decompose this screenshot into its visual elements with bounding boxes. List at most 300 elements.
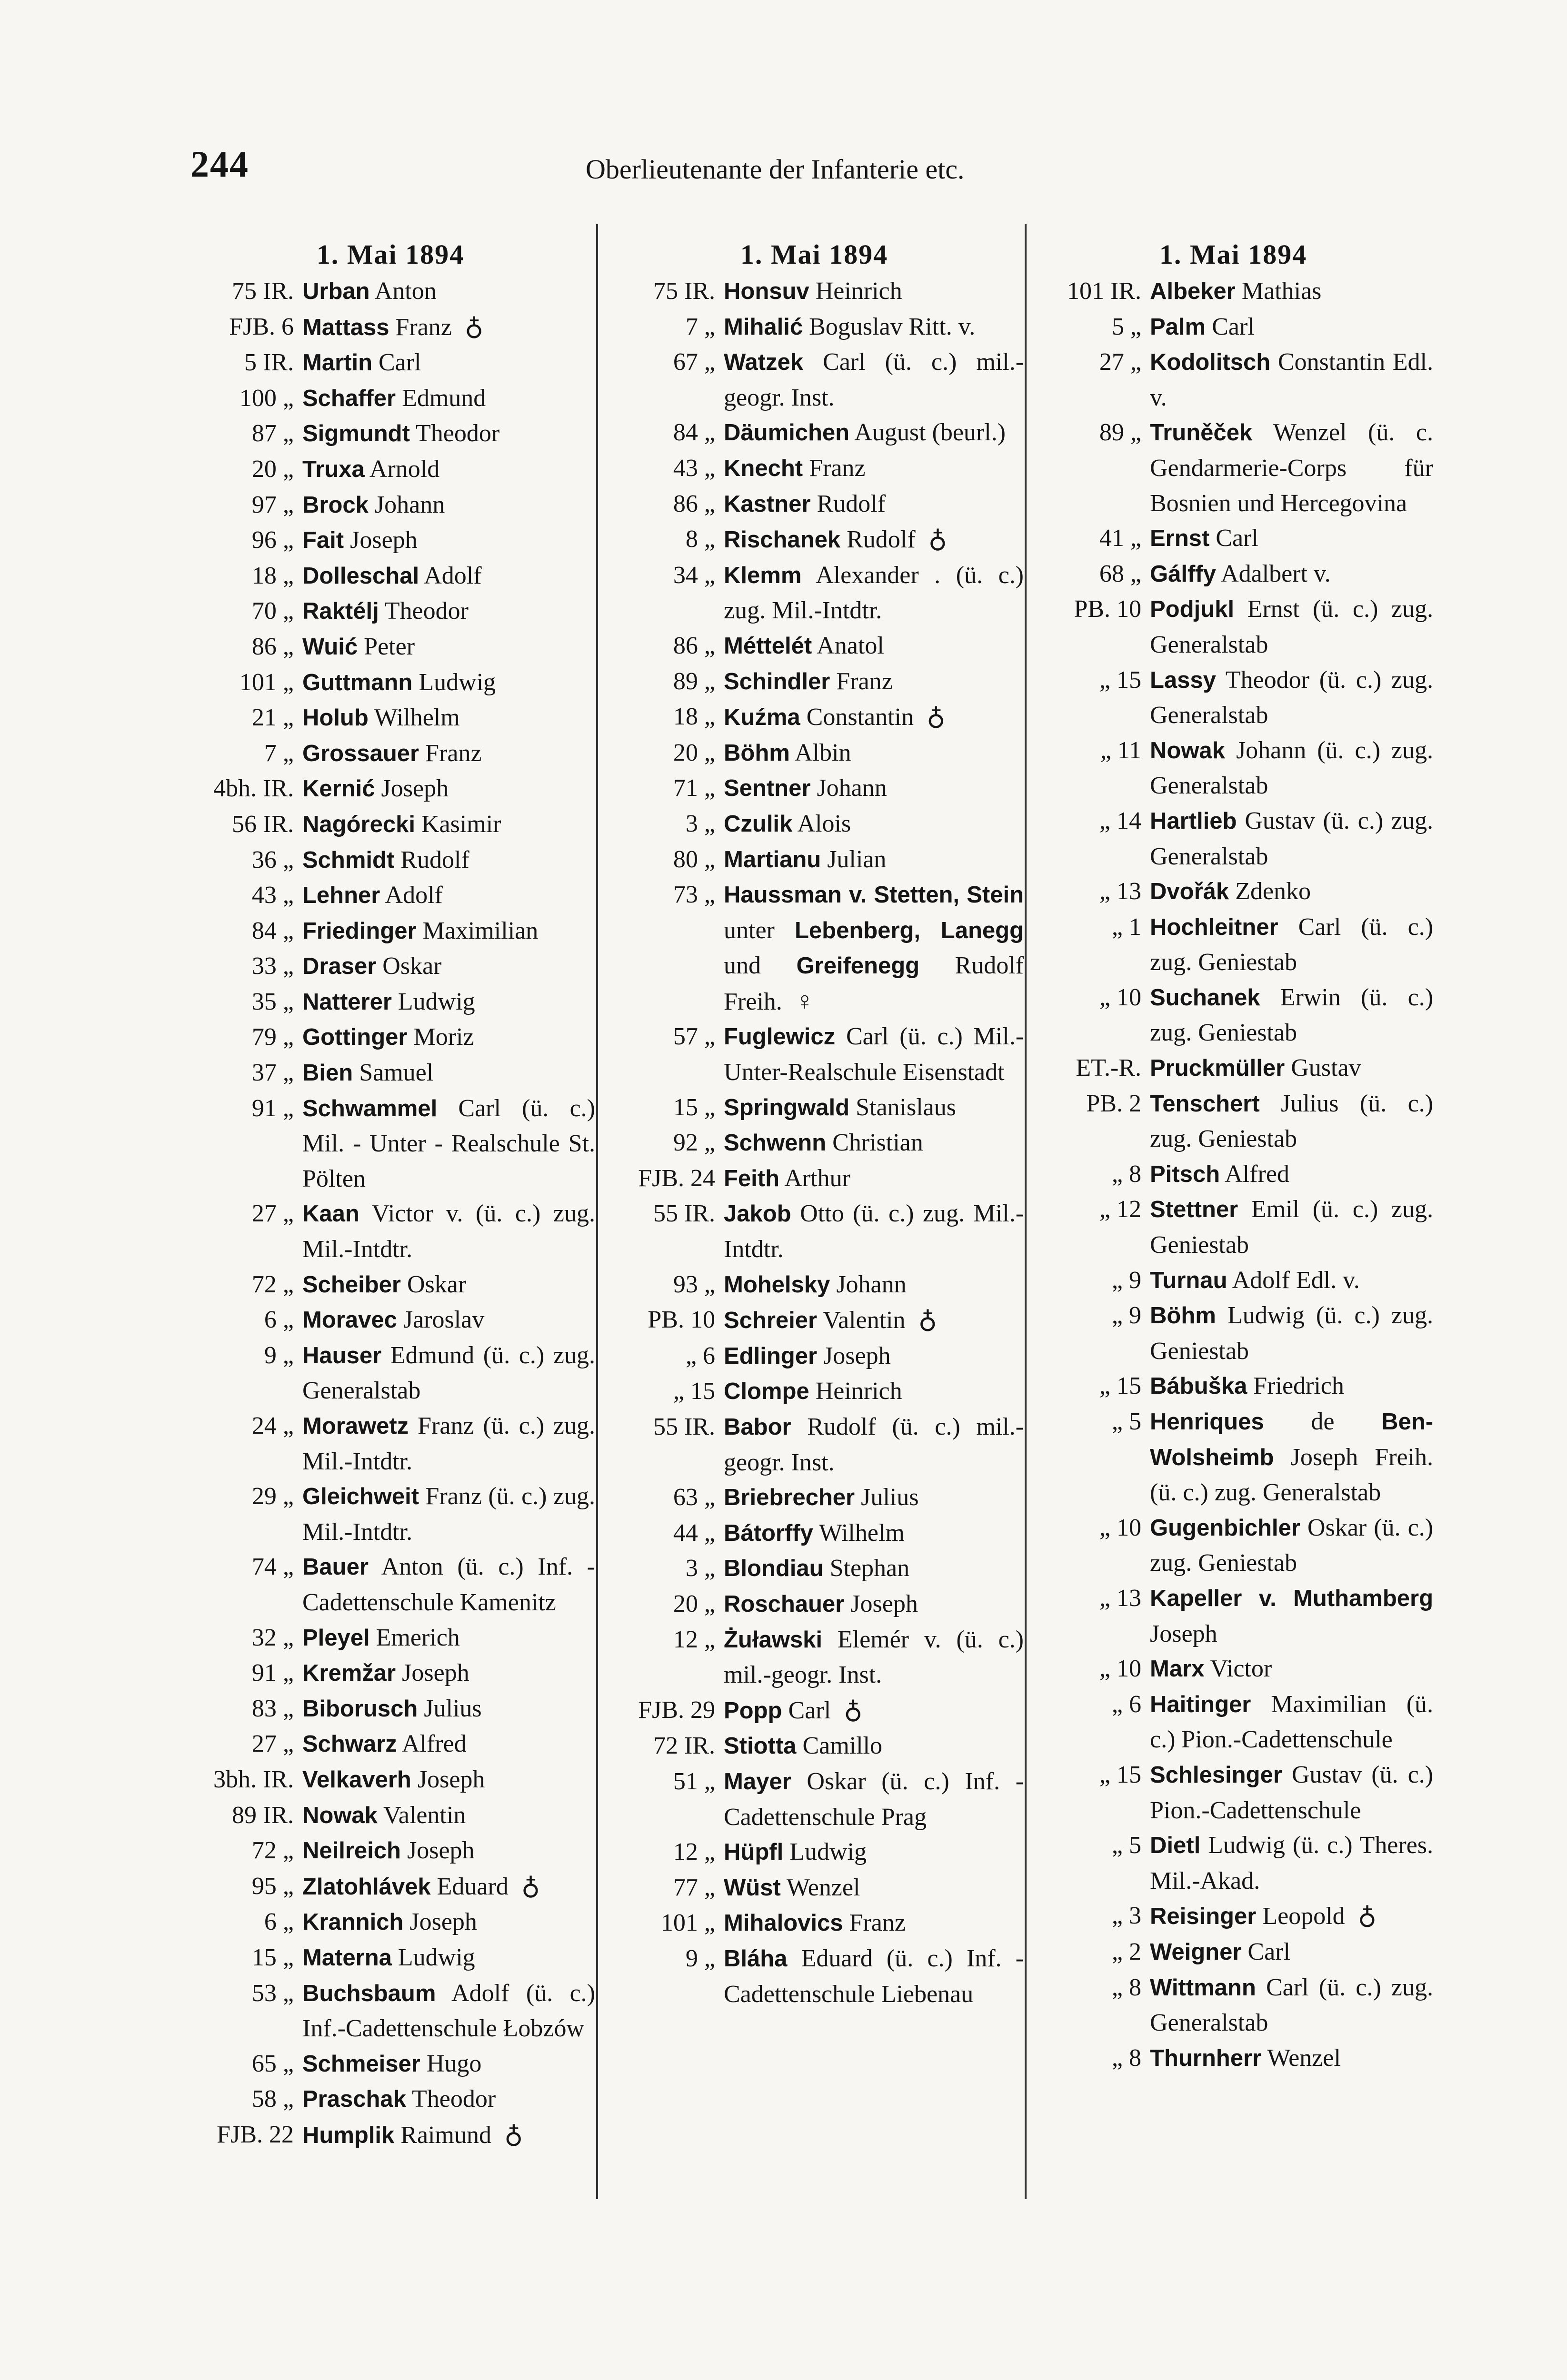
officer-surname: Nagórecki — [302, 811, 415, 837]
list-entry — [1033, 521, 1433, 556]
officer-surname: Sigmundt — [302, 421, 410, 447]
list-entry — [605, 1941, 1024, 2012]
list-entry — [186, 665, 595, 701]
entry-text — [724, 1374, 1024, 1409]
unit-reference: PB. 2 — [1086, 1090, 1141, 1117]
officer-details: Gustav (ü. c.) zug. Generalstab — [1150, 807, 1434, 870]
officer-surname: Clompe — [724, 1378, 809, 1405]
entry-text — [724, 664, 1024, 700]
entry-text — [302, 1196, 595, 1267]
officer-details: Carl (ü. c.) zug. Geniestab — [1150, 913, 1433, 976]
entry-text — [724, 771, 1024, 806]
list-entry — [605, 877, 1024, 1019]
unit-reference: 84 „ — [673, 419, 715, 446]
officer-surname: Haussman v. Stetten, Stein — [724, 882, 1024, 908]
officer-surname: Krannich — [302, 1909, 404, 1935]
officer-surname: Ben-Wolsheimb — [1150, 1409, 1434, 1470]
status-symbol-icon: ♁ — [521, 1871, 540, 1900]
entry-text — [724, 1728, 1024, 1764]
officer-details: Arnold — [369, 455, 440, 483]
list-entry — [1033, 556, 1433, 592]
entry-text — [724, 345, 1024, 415]
entry-text — [302, 1549, 595, 1620]
entry-text — [302, 1976, 595, 2046]
officer-surname: Bien — [302, 1060, 353, 1086]
entry-text — [302, 1904, 595, 1940]
unit-reference: 67 „ — [673, 348, 715, 376]
entry-text — [302, 558, 595, 594]
unit-reference: 34 „ — [673, 561, 715, 589]
status-symbol-icon: ♁ — [928, 525, 948, 554]
officer-details: Carl — [1216, 525, 1258, 552]
entry-text — [302, 1762, 595, 1798]
officer-details: Constantin — [806, 704, 914, 731]
entry-text — [302, 487, 595, 523]
officer-surname: Blondiau — [724, 1556, 824, 1582]
officer-details: Heinrich — [815, 278, 902, 305]
list-entry — [605, 1339, 1024, 1374]
unit-reference: 63 „ — [673, 1484, 715, 1511]
entry-text — [724, 1090, 1024, 1126]
list-entry — [1033, 1687, 1433, 1757]
officer-details: Wenzel — [1267, 2044, 1341, 2072]
officer-surname: Stiotta — [724, 1733, 797, 1759]
officer-details: Anton (ü. c.) Inf. - Cadettenschule Kamenitz — [302, 1553, 595, 1616]
unit-reference: 15 „ — [251, 1944, 294, 1971]
officer-details: de — [1311, 1408, 1335, 1435]
officer-details: Christian — [832, 1129, 923, 1157]
officer-surname: Natterer — [302, 989, 392, 1015]
officer-details: Adolf (ü. c.) Inf.-Cadettenschule Łobzów — [302, 1979, 596, 2043]
officer-details: Gustav (ü. c.) Pion.-Cadettenschule — [1150, 1761, 1433, 1824]
unit-reference: „ 8 — [1111, 2044, 1141, 2072]
officer-surname: Pitsch — [1150, 1161, 1220, 1187]
unit-reference: 27 „ — [251, 1730, 294, 1758]
page-number: 244 — [190, 143, 249, 185]
officer-surname: Hauser — [302, 1342, 382, 1368]
unit-reference: 35 „ — [251, 988, 294, 1015]
unit-reference: 73 „ — [673, 881, 715, 909]
officer-surname: Morawetz — [302, 1413, 409, 1439]
unit-reference: 75 IR. — [653, 278, 715, 305]
list-entry — [605, 1587, 1024, 1622]
entry-text — [302, 452, 595, 487]
unit-reference: „ 5 — [1111, 1832, 1141, 1859]
list-entry — [186, 1620, 595, 1656]
officer-surname: Klemm — [724, 562, 802, 588]
status-symbol-icon: ♁ — [844, 1695, 863, 1724]
unit-reference: PB. 10 — [648, 1306, 715, 1334]
officer-surname: Méttelét — [724, 633, 812, 659]
entry-text — [302, 736, 595, 772]
list-entry — [605, 415, 1024, 451]
unit-reference: 89 IR. — [232, 1801, 294, 1829]
list-entry — [186, 416, 595, 452]
entry-text — [1150, 274, 1433, 309]
unit-reference: 41 „ — [1099, 525, 1141, 552]
officer-details: Heinrich — [815, 1378, 902, 1405]
entry-text — [1150, 1051, 1433, 1086]
officer-details: Kasimir — [421, 810, 501, 838]
entry-text — [302, 984, 595, 1020]
officer-details: Boguslav Ritt. v. — [809, 313, 976, 340]
entry-text — [724, 1125, 1024, 1161]
officer-details: Rudolf — [817, 490, 886, 517]
entry-text — [1150, 415, 1433, 521]
officer-surname: Däumichen — [724, 420, 850, 446]
officer-surname: Schmeiser — [302, 2051, 420, 2077]
officer-details: Mathias — [1241, 278, 1322, 305]
officer-surname: Lebenberg, Lanegg — [794, 917, 1024, 943]
officer-surname: Kernić — [302, 776, 375, 802]
unit-reference: 9 „ — [264, 1341, 294, 1369]
officer-details: Wenzel — [786, 1874, 860, 1901]
unit-reference: 72 „ — [251, 1270, 294, 1298]
entry-text — [302, 594, 595, 629]
officer-surname: Weigner — [1150, 1939, 1242, 1965]
unit-reference: „ 10 — [1099, 1655, 1141, 1683]
list-entry — [186, 1091, 595, 1197]
list-entry — [605, 628, 1024, 664]
officer-details: Peter — [364, 633, 415, 660]
entry-text — [302, 416, 595, 452]
entry-text — [302, 1091, 595, 1197]
list-entry — [186, 878, 595, 913]
list-entry — [186, 913, 595, 949]
entry-text — [1150, 1368, 1433, 1404]
list-entry — [1033, 663, 1433, 733]
unit-reference: 3 „ — [685, 810, 715, 837]
entry-text — [1150, 1898, 1433, 1934]
list-entry — [186, 452, 595, 487]
officer-surname: Haitinger — [1150, 1691, 1251, 1717]
officer-surname: Bauer — [302, 1554, 369, 1580]
officer-details: Franz — [425, 739, 482, 767]
officer-details: Hugo — [426, 2050, 482, 2077]
unit-reference: 20 „ — [673, 739, 715, 766]
unit-reference: FJB. 6 — [229, 313, 294, 340]
officer-surname: Friedinger — [302, 918, 417, 944]
entry-text — [724, 1551, 1024, 1587]
list-entry — [186, 1833, 595, 1869]
officer-details: Friedrich — [1253, 1372, 1344, 1400]
unit-reference: 86 „ — [673, 632, 715, 659]
officer-details: Franz (ü. c.) zug. Mil.-Intdtr. — [302, 1412, 595, 1475]
list-entry — [1033, 1086, 1433, 1157]
entry-text — [724, 699, 1024, 735]
entry-text — [724, 806, 1024, 842]
list-entry — [1033, 1510, 1433, 1581]
officer-details: Elemér v. (ü. c.) mil.-geogr. Inst. — [724, 1626, 1024, 1689]
list-entry — [605, 1551, 1024, 1587]
unit-reference: „ 9 — [1111, 1302, 1141, 1329]
entry-text — [724, 1622, 1024, 1693]
unit-reference: 86 „ — [673, 490, 715, 517]
list-entry — [605, 664, 1024, 700]
officer-details: Maximilian — [422, 917, 539, 944]
list-entry — [186, 523, 595, 558]
officer-surname: Hüpfl — [724, 1839, 784, 1865]
list-entry — [186, 1479, 595, 1549]
officer-surname: Schwenn — [724, 1130, 827, 1156]
list-entry — [1033, 874, 1433, 910]
officer-surname: Thurnherr — [1150, 2045, 1262, 2071]
entry-text — [1150, 733, 1433, 803]
list-entry — [605, 1693, 1024, 1729]
officer-surname: Böhm — [724, 740, 790, 766]
unit-reference: FJB. 22 — [217, 2121, 294, 2148]
officer-surname: Gugenbichler — [1150, 1515, 1300, 1541]
officer-surname: Czulik — [724, 811, 793, 837]
entry-text — [302, 2117, 595, 2153]
officer-surname: Schaffer — [302, 385, 396, 411]
officer-surname: Materna — [302, 1944, 392, 1971]
officer-details: Jaroslav — [403, 1306, 485, 1334]
officer-details: Oskar (ü. c.) Inf. - Cadettenschule Prag — [724, 1767, 1024, 1831]
entry-text — [1150, 345, 1433, 415]
list-entry — [605, 522, 1024, 558]
entry-text — [1150, 1510, 1433, 1581]
officer-surname: Tenschert — [1150, 1091, 1260, 1117]
list-entry — [605, 699, 1024, 735]
entry-text — [1150, 663, 1433, 733]
officer-surname: Suchanek — [1150, 984, 1260, 1011]
officer-surname: Babor — [724, 1414, 791, 1440]
officer-surname: Mihalić — [724, 314, 803, 340]
officer-details: Erwin (ü. c.) zug. Geniestab — [1150, 983, 1434, 1047]
list-entry — [605, 1019, 1024, 1090]
unit-reference: „ 3 — [1111, 1902, 1141, 1930]
entry-text — [302, 949, 595, 984]
officer-surname: Truxa — [302, 456, 365, 482]
officer-details: Wenzel (ü. c. Gendarmerie-Corps für Bosnien und Hercegovina — [1150, 419, 1434, 517]
list-entry — [605, 345, 1024, 415]
officer-surname: Popp — [724, 1697, 782, 1724]
officer-surname: Jakob — [724, 1201, 791, 1227]
officer-details: Emerich — [376, 1624, 460, 1651]
officer-details: Adolf — [424, 562, 482, 589]
unit-reference: 53 „ — [251, 1979, 294, 2007]
officer-surname: Pruckmüller — [1150, 1055, 1285, 1081]
list-entry — [605, 842, 1024, 878]
officer-details: Valentin — [823, 1307, 906, 1334]
status-symbol-icon: ♁ — [918, 1305, 937, 1334]
officer-surname: Grossauer — [302, 740, 419, 766]
entry-text — [724, 628, 1024, 664]
officer-details: Rudolf Freih. — [724, 952, 1024, 1015]
officer-surname: Pleyel — [302, 1625, 370, 1651]
list-entry — [186, 1055, 595, 1091]
officer-surname: Moravec — [302, 1307, 397, 1333]
list-entry — [1033, 1970, 1433, 2041]
officer-surname: Roschauer — [724, 1591, 845, 1617]
unit-reference: 77 „ — [673, 1874, 715, 1901]
entry-text — [302, 1691, 595, 1727]
status-symbol-icon: ♁ — [1357, 1901, 1377, 1930]
officer-details: Joseph — [350, 526, 418, 554]
unit-reference: 4bh. IR. — [213, 775, 294, 803]
unit-reference: 8 „ — [685, 526, 715, 553]
officer-details: Oskar (ü. c.) zug. Geniestab — [1150, 1514, 1433, 1577]
unit-reference: 92 „ — [673, 1129, 715, 1157]
officer-surname: Fuglewicz — [724, 1024, 836, 1050]
entry-text — [302, 843, 595, 878]
entry-text — [724, 877, 1024, 1019]
list-entry — [605, 771, 1024, 806]
status-symbol-icon: ♁ — [926, 702, 946, 731]
officer-details: Johann (ü. c.) zug. Generalstab — [1150, 736, 1434, 800]
officer-details: Gustav — [1291, 1054, 1361, 1082]
officer-details: Theodor — [384, 597, 469, 625]
officer-surname: Neilreich — [302, 1838, 401, 1864]
officer-details: Joseph — [381, 775, 449, 803]
officer-surname: Nowak — [1150, 737, 1225, 764]
officer-details: Anton — [374, 278, 437, 305]
list-entry — [1033, 1934, 1433, 1970]
entry-text — [302, 1726, 595, 1762]
entry-text — [302, 1338, 595, 1408]
unit-reference: 74 „ — [251, 1553, 294, 1581]
list-entry — [605, 1090, 1024, 1126]
unit-reference: „ 12 — [1099, 1196, 1141, 1223]
officer-details: Zdenko — [1235, 878, 1311, 905]
officer-details: Julian — [827, 845, 887, 873]
entry-text — [302, 1479, 595, 1549]
officer-details: Moriz — [413, 1023, 474, 1051]
list-entry — [605, 451, 1024, 486]
unit-reference: „ 2 — [1111, 1938, 1141, 1965]
unit-reference: „ 9 — [1111, 1266, 1141, 1294]
entry-text — [302, 700, 595, 736]
officer-surname: Böhm — [1150, 1303, 1216, 1329]
officer-details: Julius — [861, 1484, 919, 1511]
entry-text — [724, 1339, 1024, 1374]
entry-text — [724, 1019, 1024, 1090]
list-entry — [1033, 415, 1433, 521]
list-entry — [1033, 980, 1433, 1051]
officer-details: Raimund — [400, 2121, 491, 2149]
entry-text — [302, 1020, 595, 1055]
entry-text — [724, 1693, 1024, 1729]
entry-text — [1150, 2041, 1433, 2076]
entry-text — [1150, 309, 1433, 345]
officer-surname: Briebrecher — [724, 1485, 855, 1511]
officer-surname: Watzek — [724, 349, 804, 376]
list-entry — [605, 1480, 1024, 1516]
officer-surname: Kapeller v. Muthamberg — [1150, 1585, 1433, 1611]
list-entry — [605, 1870, 1024, 1906]
unit-reference: 27 „ — [1099, 348, 1141, 376]
officer-surname: Raktélj — [302, 598, 379, 625]
entry-text — [1150, 1404, 1433, 1510]
list-entry — [186, 1726, 595, 1762]
officer-details: Valentin — [383, 1801, 466, 1829]
officer-details: Albin — [794, 739, 851, 766]
officer-details: Ludwig (ü. c.) Theres. Mil.-Akad. — [1150, 1832, 1434, 1894]
officer-surname: Knecht — [724, 455, 803, 481]
officer-surname: Wuić — [302, 634, 358, 660]
list-entry — [605, 1302, 1024, 1339]
entry-text — [302, 665, 595, 701]
officer-surname: Mayer — [724, 1768, 791, 1795]
running-head: Oberlieutenante der Infanterie etc. — [586, 154, 965, 185]
officer-surname: Mohelsky — [724, 1271, 830, 1298]
entry-text — [724, 1870, 1024, 1906]
officer-details: Eduard — [437, 1873, 509, 1900]
officer-details: Constantin Edl. v. — [1150, 348, 1433, 411]
list-entry — [186, 1798, 595, 1834]
officer-details: Joseph — [1150, 1620, 1218, 1647]
unit-reference: 6 „ — [264, 1306, 294, 1334]
entry-text — [724, 1835, 1024, 1870]
unit-reference: 89 „ — [673, 667, 715, 695]
unit-reference: 51 „ — [673, 1767, 715, 1795]
list-entry — [605, 1409, 1024, 1480]
unit-reference: „ 10 — [1099, 983, 1141, 1011]
list-entry — [1033, 1263, 1433, 1299]
entry-text — [302, 2082, 595, 2117]
unit-reference: 97 „ — [251, 491, 294, 518]
entry-text — [1150, 980, 1433, 1051]
entry-text — [1150, 1581, 1433, 1651]
status-symbol-icon: ♁ — [504, 2120, 523, 2149]
officer-details: Carl — [1248, 1938, 1290, 1965]
unit-reference: 65 „ — [251, 2050, 294, 2077]
list-entry — [1033, 1192, 1433, 1262]
entry-text — [302, 1833, 595, 1869]
unit-reference: „ 6 — [1111, 1690, 1141, 1718]
list-entry — [186, 736, 595, 772]
entry-text — [724, 309, 1024, 345]
officer-surname: Rischanek — [724, 527, 841, 553]
list-entry — [186, 594, 595, 629]
list-entry — [1033, 592, 1433, 662]
unit-reference: „ 1 — [1111, 913, 1141, 941]
list-entry — [1033, 910, 1433, 980]
entry-text — [302, 1656, 595, 1691]
officer-details: Arthur — [784, 1164, 850, 1192]
officer-surname: Hartlieb — [1150, 808, 1237, 834]
officer-details: Rudolf — [847, 526, 916, 554]
officer-details: Stephan — [829, 1555, 910, 1582]
officer-details: Alexander . (ü. c.) zug. Mil.-Intdtr. — [724, 561, 1024, 625]
entry-text — [724, 735, 1024, 771]
officer-surname: Dietl — [1150, 1833, 1201, 1859]
officer-surname: Draser — [302, 953, 377, 980]
officer-details: Alois — [797, 810, 851, 837]
unit-reference: 68 „ — [1099, 560, 1141, 587]
officer-details: Joseph Freih. (ü. c.) zug. Generalstab — [1150, 1443, 1433, 1507]
officer-details: Theodor — [412, 2085, 496, 2113]
officer-surname: Bátorffy — [724, 1520, 813, 1546]
officer-details: Joseph — [407, 1837, 475, 1864]
list-entry — [1033, 1051, 1433, 1086]
officer-surname: Kodolitsch — [1150, 349, 1271, 376]
officer-surname: Schlesinger — [1150, 1762, 1282, 1788]
unit-reference: 72 IR. — [653, 1732, 715, 1760]
entry-text — [724, 486, 1024, 522]
officer-surname: Gottinger — [302, 1024, 408, 1051]
unit-reference: 20 „ — [673, 1590, 715, 1617]
officer-details: Carl (ü. c.) Mil.-Unter-Realschule Eisenstadt — [724, 1023, 1024, 1086]
officer-surname: Dolleschal — [302, 563, 419, 589]
officer-details: Julius — [424, 1695, 482, 1722]
list-entry — [605, 558, 1024, 628]
list-entry — [1033, 1298, 1433, 1368]
officer-details: Carl (ü. c.) zug. Generalstab — [1150, 1973, 1433, 2037]
officer-details: Edmund — [402, 384, 486, 412]
entry-text — [724, 522, 1024, 558]
